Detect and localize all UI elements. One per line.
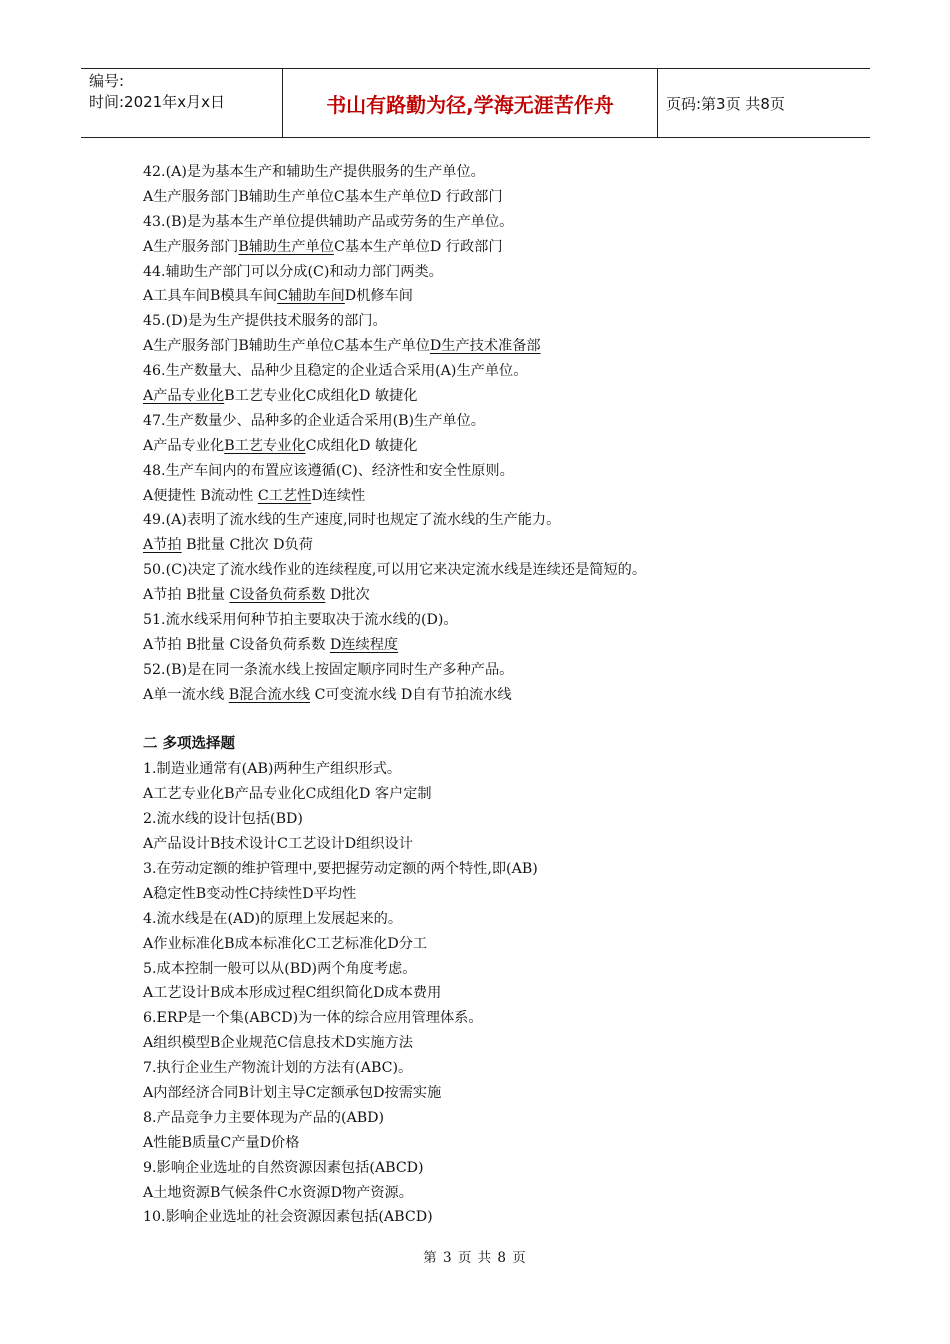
- text-line: [143, 932, 863, 957]
- text-line: [143, 907, 863, 932]
- text-segment: 2.流水线的设计包括(BD): [143, 811, 303, 828]
- underlined-answer: D连续程度: [329, 636, 399, 653]
- text-line: [143, 359, 863, 384]
- text-segment: A工艺专业化B产品专业化C成组化D 客户定制: [143, 786, 432, 803]
- page-header: [81, 68, 870, 138]
- text-segment: 3.在劳动定额的维护管理中,要把握劳动定额的两个特性,即(AB): [143, 860, 538, 877]
- text-segment: A节拍 B批量: [143, 587, 230, 604]
- text-line: [143, 484, 863, 509]
- text-line: [143, 459, 863, 484]
- text-line: [143, 160, 863, 185]
- text-line: [143, 807, 863, 832]
- text-segment: A生产服务部门: [143, 238, 239, 255]
- text-segment: C成组化D 敏捷化: [305, 437, 418, 454]
- text-segment: A生产服务部门B辅助生产单位C基本生产单位: [143, 338, 430, 355]
- header-page-number: 页码:第3页 共8页: [666, 94, 785, 113]
- text-line: [143, 1031, 863, 1056]
- text-segment: 52.(B)是在同一条流水线上按固定顺序同时生产多种产品。: [143, 661, 514, 678]
- document-date-label: 时间:2021年x月x日: [89, 93, 225, 111]
- document-number-label: 编号:: [89, 72, 125, 90]
- text-line: [143, 732, 863, 757]
- text-segment: A单一流水线: [143, 686, 229, 703]
- text-segment: 42.(A)是为基本生产和辅助生产提供服务的生产单位。: [143, 164, 485, 180]
- text-line: [143, 508, 863, 533]
- text-line: [143, 683, 863, 708]
- text-line: [143, 981, 863, 1006]
- blank-line: [143, 708, 863, 733]
- text-line: [143, 334, 863, 359]
- underlined-answer: B辅助生产单位: [238, 238, 334, 255]
- text-line: [143, 210, 863, 235]
- text-segment: A内部经济合同B计划主导C定额承包D按需实施: [143, 1084, 442, 1101]
- text-segment: 45.(D)是为生产提供技术服务的部门。: [143, 313, 387, 330]
- text-line: [143, 857, 863, 882]
- text-segment: 6.ERP是一个集(ABCD)为一体的综合应用管理体系。: [143, 1010, 483, 1027]
- text-line: [143, 235, 863, 260]
- underlined-answer: C辅助车间: [277, 288, 345, 305]
- text-segment: 1.制造业通常有(AB)两种生产组织形式。: [143, 761, 402, 778]
- text-line: [143, 583, 863, 608]
- text-segment: 10.影响企业选址的社会资源因素包括(ABCD): [143, 1209, 433, 1226]
- text-line: [143, 434, 863, 459]
- text-line: [143, 309, 863, 334]
- underlined-answer: B工艺专业化: [224, 437, 306, 454]
- text-line: [143, 384, 863, 409]
- text-line: [143, 658, 863, 683]
- text-segment: 47.生产数量少、品种多的企业适合采用(B)生产单位。: [143, 412, 485, 429]
- text-segment: A便捷性 B流动性: [143, 487, 258, 504]
- underlined-answer: B混合流水线: [228, 686, 311, 703]
- text-segment: B批量 C批次 D负荷: [181, 537, 313, 554]
- underlined-answer: A节拍: [143, 537, 182, 554]
- text-line: [143, 957, 863, 982]
- text-line: [143, 1205, 863, 1230]
- text-segment: 46.生产数量大、品种少且稳定的企业适合采用(A)生产单位。: [143, 363, 528, 380]
- text-segment: 8.产品竞争力主要体现为产品的(ABD): [143, 1109, 385, 1126]
- text-segment: 7.执行企业生产物流计划的方法有(ABC)。: [143, 1060, 413, 1077]
- header-info-cell: [81, 69, 283, 137]
- document-body: [143, 160, 863, 1230]
- text-segment: B工艺专业化C成组化D 敏捷化: [224, 388, 418, 405]
- text-segment: A工具车间B模具车间: [143, 288, 278, 305]
- text-segment: A组织模型B企业规范C信息技术D实施方法: [143, 1035, 413, 1052]
- text-segment: 51.流水线采用何种节拍主要取决于流水线的(D)。: [143, 612, 458, 629]
- text-line: [143, 757, 863, 782]
- text-segment: A节拍 B批量 C设备负荷系数: [143, 636, 330, 653]
- text-segment: A产品专业化: [143, 437, 225, 454]
- underlined-answer: C设备负荷系数: [229, 587, 326, 604]
- text-line: [143, 608, 863, 633]
- text-segment: D机修车间: [344, 288, 413, 305]
- text-line: [143, 1056, 863, 1081]
- text-line: [143, 633, 863, 658]
- text-line: [143, 882, 863, 907]
- text-segment: 43.(B)是为基本生产单位提供辅助产品或劳务的生产单位。: [143, 213, 514, 230]
- text-segment: A性能B质量C产量D价格: [143, 1134, 300, 1151]
- page-footer: 第 3 页 共 8 页: [423, 1250, 527, 1266]
- text-line: [143, 533, 863, 558]
- text-segment: A产品设计B技术设计C工艺设计D组织设计: [143, 836, 413, 853]
- text-line: [143, 558, 863, 583]
- text-line: [143, 260, 863, 285]
- text-segment: 50.(C)决定了流水线作业的连续程度,可以用它来决定流水线是连续还是简短的。: [143, 562, 647, 579]
- text-line: [143, 409, 863, 434]
- text-segment: A土地资源B气候条件C水资源D物产资源。: [143, 1184, 413, 1201]
- text-segment: 44.辅助生产部门可以分成(C)和动力部门两类。: [143, 263, 443, 280]
- section-heading: 二 多项选择题: [143, 736, 236, 753]
- text-line: [143, 1156, 863, 1181]
- text-segment: A生产服务部门B辅助生产单位C基本生产单位D 行政部门: [143, 188, 503, 205]
- underlined-answer: A产品专业化: [143, 388, 225, 405]
- underlined-answer: C工艺性: [257, 487, 312, 504]
- text-segment: C可变流水线 D自有节拍流水线: [310, 686, 512, 703]
- text-line: [143, 1106, 863, 1131]
- text-line: [143, 1006, 863, 1031]
- text-line: [143, 1181, 863, 1206]
- text-segment: A稳定性B变动性C持续性D平均性: [143, 885, 357, 902]
- header-motto: 书山有路勤为径,学海无涯苦作舟: [283, 69, 658, 137]
- text-segment: 4.流水线是在(AD)的原理上发展起来的。: [143, 910, 403, 927]
- text-segment: 9.影响企业选址的自然资源因素包括(ABCD): [143, 1159, 424, 1176]
- text-segment: D连续性: [311, 487, 366, 504]
- text-segment: A作业标准化B成本标准化C工艺标准化D分工: [143, 935, 428, 952]
- text-line: [143, 782, 863, 807]
- text-segment: 48.生产车间内的布置应该遵循(C)、经济性和安全性原则。: [143, 462, 514, 479]
- text-segment: 5.成本控制一般可以从(BD)两个角度考虑。: [143, 960, 417, 977]
- text-line: [143, 1131, 863, 1156]
- text-line: [143, 832, 863, 857]
- text-line: [143, 284, 863, 309]
- text-segment: D批次: [325, 587, 370, 604]
- text-line: [143, 185, 863, 210]
- underlined-answer: D生产技术准备部: [429, 338, 541, 355]
- text-segment: A工艺设计B成本形成过程C组织简化D成本费用: [143, 985, 442, 1002]
- text-segment: 49.(A)表明了流水线的生产速度,同时也规定了流水线的生产能力。: [143, 512, 561, 529]
- text-line: [143, 1081, 863, 1106]
- text-segment: C基本生产单位D 行政部门: [333, 238, 503, 255]
